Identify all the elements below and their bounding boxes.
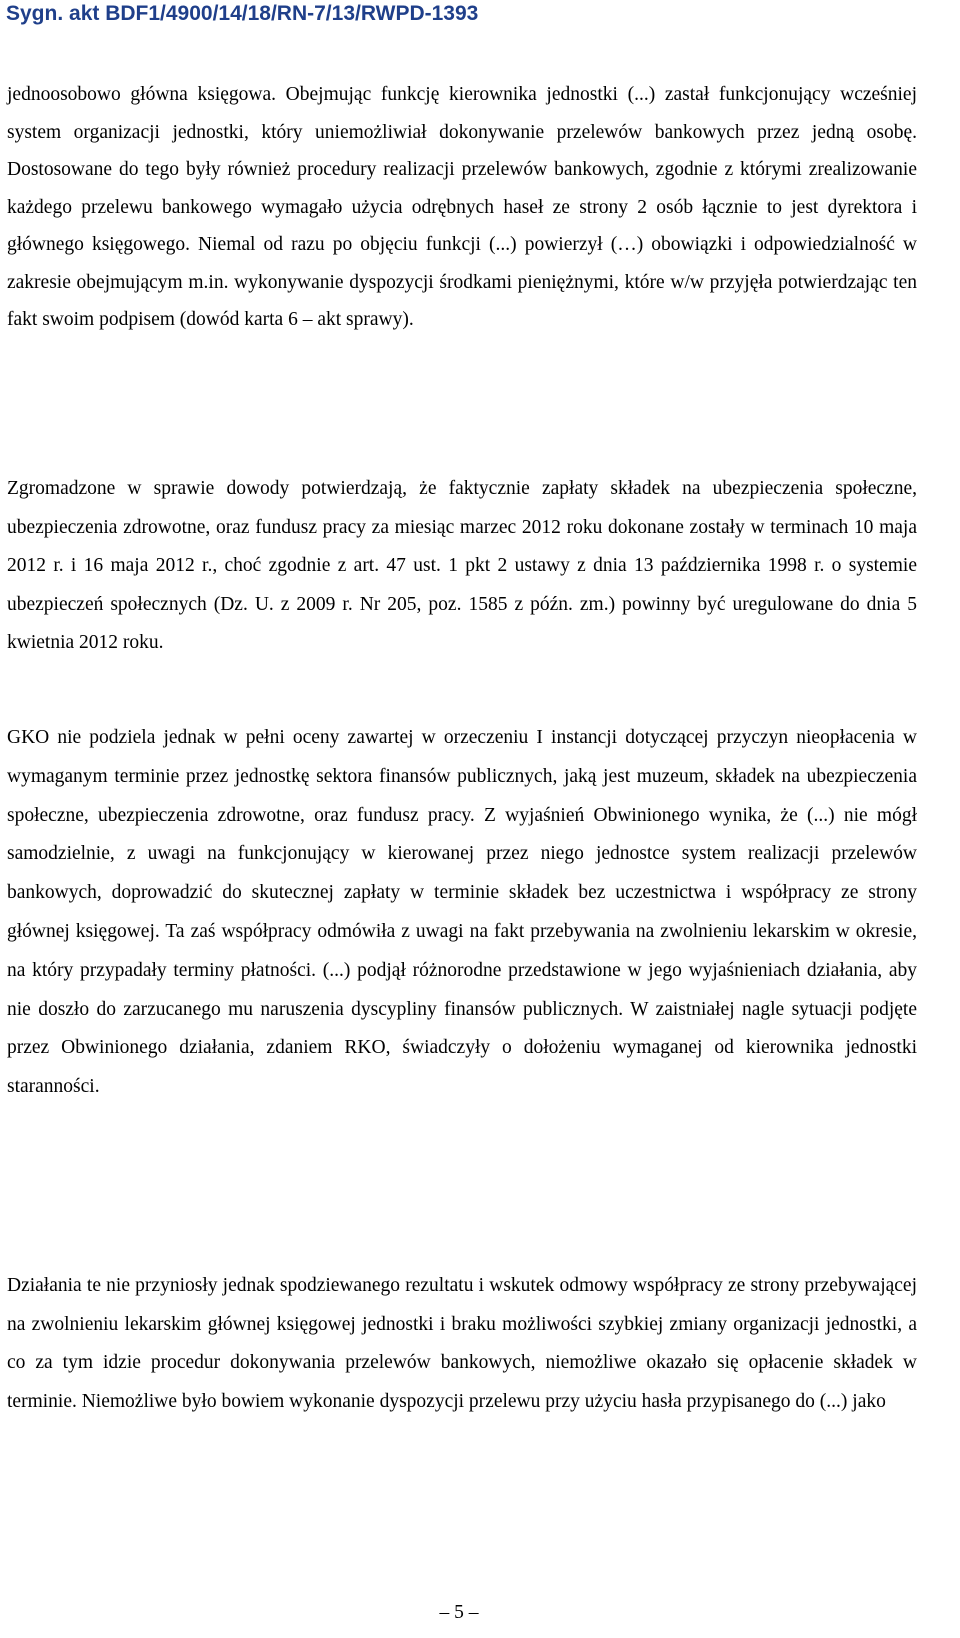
page-number: – 5 – xyxy=(439,1602,479,1623)
paragraph-1: jednoosobowo główna księgowa. Obejmując funkcję kierownika jednostki (...) zastał funkcjonujący wcześniej system organizacji jednostki, który uniemożliwiał dokonywanie przelewów bankowych przez jedną osobę. Dostosowane do tego były również procedury realizacji przelewów bankowych, zgodnie z którymi zrealizowanie każdego przelewu bankowego wymagało użycia odrębnych haseł ze strony 2 osób łącznie to jest dyrektora i głównego księgowego. Niemal od razu po objęciu funkcji (...) powierzył (…) obowiązki i odpowiedzialność w zakresie obejmującym m.in. wykonywanie dyspozycji środkami pieniężnymi, które w/w przyjęła potwierdzając ten fakt swoim podpisem (dowód karta 6 – akt sprawy). xyxy=(7,84,917,330)
paragraph-3: GKO nie podziela jednak w pełni oceny zawartej w orzeczeniu I instancji dotyczącej przyczyn nieopłacenia w wymaganym terminie przez jednostkę sektora finansów publicznych, jaką jest muzeum, składek na ubezpieczenia społeczne, ubezpieczenia zdrowotne, oraz fundusz pracy. Z wyjaśnień Obwinionego wynika, że (...) nie mógł samodzielnie, z uwagi na funkcjonujący w kierowanej przez niego jednostce system realizacji przelewów bankowych, doprowadzić do skutecznej zapłaty w terminie składek bez uczestnictwa i współpracy ze strony głównej księgowej. Ta zaś współpracy odmówiła z uwagi na fakt przebywania na zwolnieniu lekarskim w okresie, na który przypadały terminy płatności. (...) podjął różnorodne przedstawione w jego wyjaśnieniach działania, aby nie doszło do zarzucanego mu naruszenia dyscypliny finansów publicznych. W zaistniałej nagle sytuacji podjęte przez Obwinionego działania, zdaniem RKO, świadczyły o dołożeniu wymaganej od kierownika jednostki staranności. xyxy=(7,727,917,1098)
paragraph-2: Zgromadzone w sprawie dowody potwierdzają, że faktycznie zapłaty składek na ubezpieczenia społeczne, ubezpieczenia zdrowotne, oraz fundusz pracy za miesiąc marzec 2012 roku dokonane zostały w terminach 10 maja 2012 r. i 16 maja 2012 r., choć zgodnie z art. 47 ust. 1 pkt 2 ustawy z dnia 13 października 1998 r. o systemie ubezpieczeń społecznych (Dz. U. z 2009 r. Nr 205, poz. 1585 z późn. zm.) powinny być uregulowane do dnia 5 kwietnia 2012 roku. xyxy=(7,478,917,653)
case-signature-header: Sygn. akt BDF1/4900/14/18/RN-7/13/RWPD-1393 xyxy=(6,2,479,25)
paragraph-4: Działania te nie przyniosły jednak spodziewanego rezultatu i wskutek odmowy współpracy ze strony przebywającej na zwolnieniu lekarskim głównej księgowej jednostki i braku możliwości szybkiej zmiany organizacji jednostki, a co za tym idzie procedur dokonywania przelewów bankowych, niemożliwe okazało się opłacenie składek w terminie. Niemożliwe było bowiem wykonanie dyspozycji przelewu przy użyciu hasła przypisanego do (...) jako xyxy=(7,1275,917,1412)
